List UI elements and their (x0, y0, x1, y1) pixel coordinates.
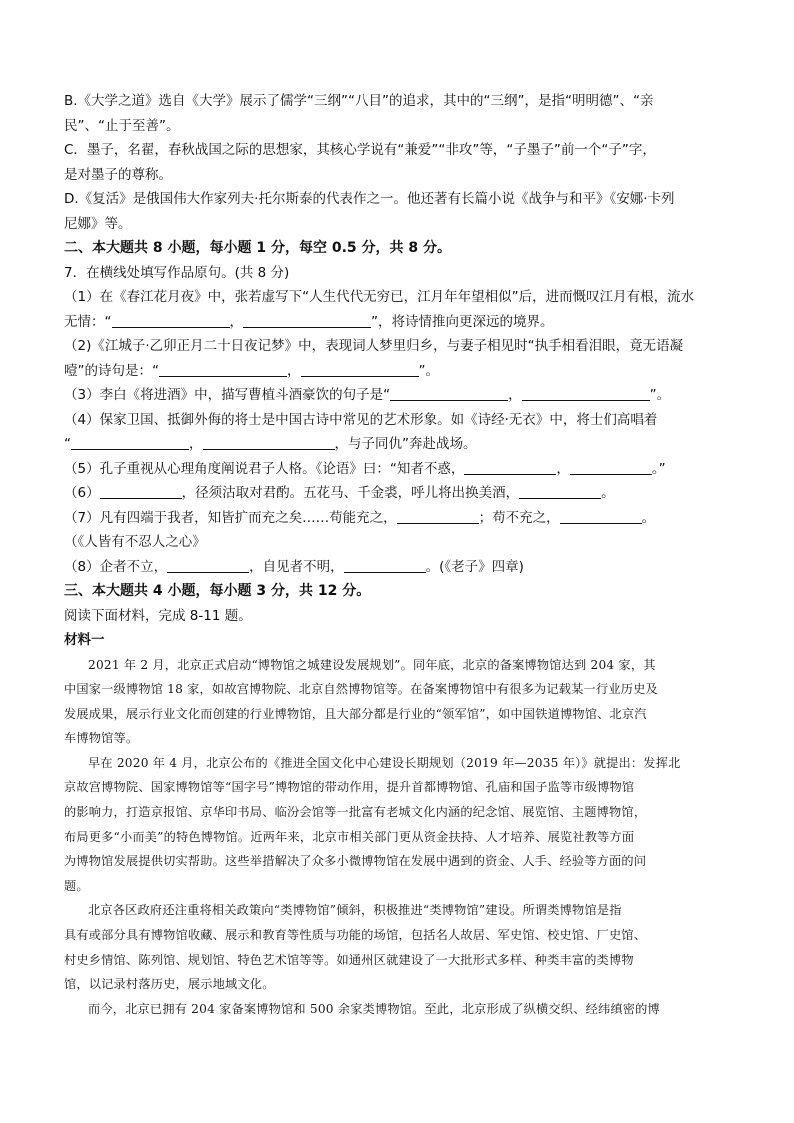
option-d-line-1: D.《复活》是俄国伟大作家列夫·托尔斯泰的代表作之一。他还著有长篇小说《战争与和平》《安娜·卡列 (64, 191, 675, 207)
text: 。” (651, 460, 666, 477)
q7-1-line-1: （1）在《春江花月夜》中，张若虚写下“人生代代无穷已，江月年年望相似”后，进而慨叹江月有根，流水 (64, 289, 695, 305)
answer-blank[interactable] (112, 313, 230, 328)
text: ”，将诗情推向更深远的境界。 (371, 313, 554, 330)
text: ， (229, 313, 243, 330)
material-paragraph-line: 具有或部分具有博物馆收藏、展示和教育等性质与功能的场馆，包括名人故居、军史馆、校史馆、厂史馆、 (64, 928, 647, 943)
text: “ (64, 436, 71, 452)
text: （5）孔子重视从心理角度阐说君子人格。《论语》曰：“知者不惑， (64, 460, 465, 477)
answer-blank[interactable] (464, 460, 556, 475)
option-b-line-2: 民”、“止于至善”。 (64, 117, 180, 134)
answer-blank[interactable] (390, 386, 508, 401)
answer-blank[interactable] (344, 558, 426, 573)
option-c-line-2: 是对墨子的尊称。 (64, 166, 172, 183)
section-2-heading: 二、本大题共 8 小题，每小题 1 分，每空 0.5 分，共 8 分。 (64, 240, 452, 256)
q7-5 (64, 457, 730, 482)
material-paragraph-line: 布局更多“小而美”的特色博物馆。近两年来，北京市相关部门更从资金扶持、人才培养、展览社教等方面 (64, 829, 635, 844)
option-c-line-1: C．墨子，名翟，春秋战国之际的思想家，其核心学说有“兼爱”“非攻”等，“子墨子”前一个“子”字， (64, 142, 656, 158)
option-d-line-2: 尼娜》等。 (64, 215, 132, 232)
answer-blank[interactable] (570, 460, 652, 475)
answer-blank[interactable] (519, 484, 601, 499)
text: ， (189, 436, 203, 452)
q7-2-line-1: （2)《江城子·乙卯正月二十日夜记梦》中，表现词人梦里归乡，与妻子相见时“执手相看泪眼，竟无语凝 (64, 338, 684, 354)
q7-4-line-2 (64, 432, 730, 457)
answer-blank[interactable] (522, 386, 650, 401)
material-paragraph-line: 的影响力，打造京报馆、京华印书局、临汾会馆等一批富有老城文化内涵的纪念馆、展览馆、主题博物馆， (64, 805, 647, 820)
q7-3 (64, 383, 730, 408)
text: 无情：“ (64, 313, 112, 330)
reading-intro: 阅读下面材料，完成 8-11 题。 (64, 607, 252, 624)
text: ”。 (418, 362, 439, 379)
material-paragraph-line: 题。 (64, 878, 89, 893)
material-paragraph-line: 早在 2020 年 4 月，北京公布的《推进全国文化中心建设长期规划（2019 年—2035 年）》就提出：发挥北 (88, 755, 681, 770)
text: 。(《老子》四章) (425, 558, 524, 575)
answer-blank[interactable] (397, 509, 479, 524)
answer-blank[interactable] (100, 484, 182, 499)
q7-6 (64, 481, 730, 506)
option-b-line-1: B.《大学之道》选自《大学》展示了儒学“三纲”“八目”的追求，其中的“三纲”，是指“明明德”、“亲 (64, 93, 654, 109)
text: ”。 (649, 387, 671, 403)
text: ，自见者不明， (249, 558, 344, 575)
text: （6） (64, 485, 100, 501)
q7-8 (64, 555, 730, 580)
material-paragraph-line: 中国家一级博物馆 18 家，如故宫博物院、北京自然博物馆等。在备案博物馆中有很多为记载某一行业历史及 (64, 682, 658, 697)
q7-7 (64, 506, 730, 531)
text: （7）凡有四端于我者，知皆扩而充之矣……苟能充之， (64, 509, 397, 526)
material-paragraph-line: 京故宫博物院、国家博物馆等“国字号”博物馆的带动作用，提升首都博物馆、孔庙和国子监等市级博物馆 (64, 780, 635, 795)
q7-7-source: （《人皆有不忍人之心》 (64, 534, 206, 550)
text: ，与子同仇”奔赴战场。 (334, 436, 477, 452)
text: ，径须沽取对君酌。五花马、千金裘，呼儿将出换美酒， (181, 485, 520, 501)
text: 噎”的诗句是：“ (64, 362, 159, 379)
text: （3）李白《将进酒》中，描写曹植斗酒豪饮的句子是“ (64, 387, 391, 403)
material-paragraph-line: 村史乡情馆、陈列馆、规划馆、特色艺术馆等等。如通州区就建设了一大批形式多样、种类丰富的类博物 (64, 952, 634, 967)
text: ， (556, 460, 570, 477)
q7-1-line-2 (64, 310, 730, 335)
material-paragraph-line: 而今，北京已拥有 204 家备案博物馆和 500 余家类博物馆。至此，北京形成了纵横交织、经纬缜密的博 (88, 1001, 660, 1016)
text: ；苟不充之， (478, 509, 560, 526)
answer-blank[interactable] (71, 435, 189, 450)
answer-blank[interactable] (159, 362, 287, 377)
question-7-title: 7．在横线处填写作品原句。(共 8 分) (64, 264, 290, 281)
text: （8）企者不立， (64, 558, 168, 575)
material-paragraph-line: 车博物馆等。 (64, 731, 139, 746)
answer-blank[interactable] (560, 509, 642, 524)
text: ， (287, 362, 301, 379)
material-paragraph-line: 为博物馆发展提供切实帮助。这些举措解决了众多小微博物馆在发展中遇到的资金、人手、经验等方面的问 (64, 854, 647, 869)
text: 。 (601, 485, 615, 501)
q7-4-line-1: （4）保家卫国、抵御外侮的将士是中国古诗中常见的艺术形象。如《诗经·无衣》中，将士们高唱着 (64, 411, 658, 428)
answer-blank[interactable] (301, 362, 419, 377)
material-paragraph-line: 发展成果，展示行业文化而创建的行业博物馆，且大部分都是行业的“领军馆”，如中国铁道博物馆、北京汽 (64, 706, 647, 721)
material-paragraph-line: 2021 年 2 月，北京正式启动“博物馆之城建设发展规划”。同年底，北京的备案博物馆达到 204 家，其 (88, 657, 656, 672)
answer-blank[interactable] (243, 313, 371, 328)
text: 。 (641, 509, 656, 526)
material-paragraph-line: 北京各区政府还注重将相关政策向“类博物馆”倾斜，积极推进“类博物馆”建设。所谓类博物馆是指 (88, 903, 622, 918)
material-title: 材料一 (64, 632, 105, 648)
answer-blank[interactable] (203, 435, 335, 450)
answer-blank[interactable] (167, 558, 249, 573)
text: ， (508, 387, 522, 403)
material-paragraph-line: 馆，以记录村落历史，展示地域文化。 (64, 977, 275, 992)
section-3-heading: 三、本大题共 4 小题，每小题 3 分，共 12 分。 (64, 583, 371, 599)
q7-2-line-2 (64, 359, 730, 384)
